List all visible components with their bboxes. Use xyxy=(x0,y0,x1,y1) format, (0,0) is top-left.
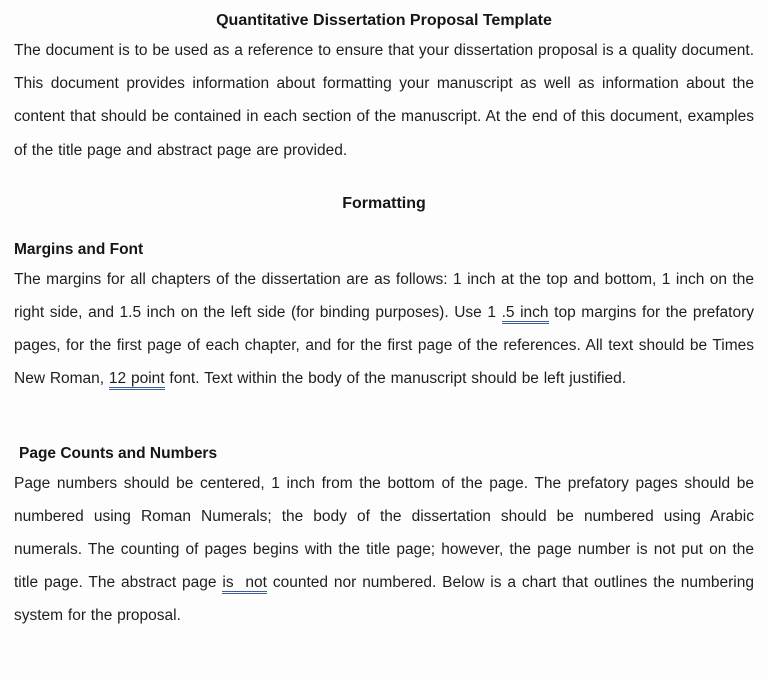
page-counts-text-1: Page numbers should be centered, 1 inch from the bottom of the page. The prefatory pages should be numbered using Roman Numerals; the body of the dissertation should be numbered using Arabic numerals. The counting of pages begins with the title page; however, the page number is not put on the title page. The abstract page xyxy=(14,474,754,592)
document-title: Quantitative Dissertation Proposal Template xyxy=(216,12,552,29)
margins-text-2: top margins for the prefatory pages, for the first page of each chapter, and for the first page of the references. All text should be Times New Roman, xyxy=(14,304,755,388)
revision-underline-is-not: is not xyxy=(222,574,267,594)
formatting-heading: Formatting xyxy=(342,194,426,212)
page-counts-paragraph xyxy=(14,467,754,633)
margins-text-3: font. Text within the body of the manuscript should be left justified. xyxy=(164,370,627,388)
revision-underline-half-inch: .5 inch xyxy=(502,304,549,324)
intro-paragraph: The document is to be used as a reference to ensure that your dissertation proposal is a quality document. This document provides information about formatting your manuscript as well as information about the content that should be contained in each section of the manuscript. At the end of this document, examples of the title page and abstract page are provided. xyxy=(14,42,754,159)
margins-text-1: The margins for all chapters of the dissertation are as follows: 1 inch at the top and bottom, 1 inch on the right side, and 1.5 inch on the left side (for binding purposes). Use 1 xyxy=(14,270,754,322)
revision-underline-12-point: 12 point xyxy=(109,370,165,390)
page-counts-text-2: counted nor numbered. Below is a chart that outlines the numbering system for the proposal. xyxy=(14,574,754,625)
page-counts-heading: Page Counts and Numbers xyxy=(19,444,218,462)
margins-paragraph xyxy=(14,263,754,396)
margins-and-font-heading: Margins and Font xyxy=(14,240,144,258)
